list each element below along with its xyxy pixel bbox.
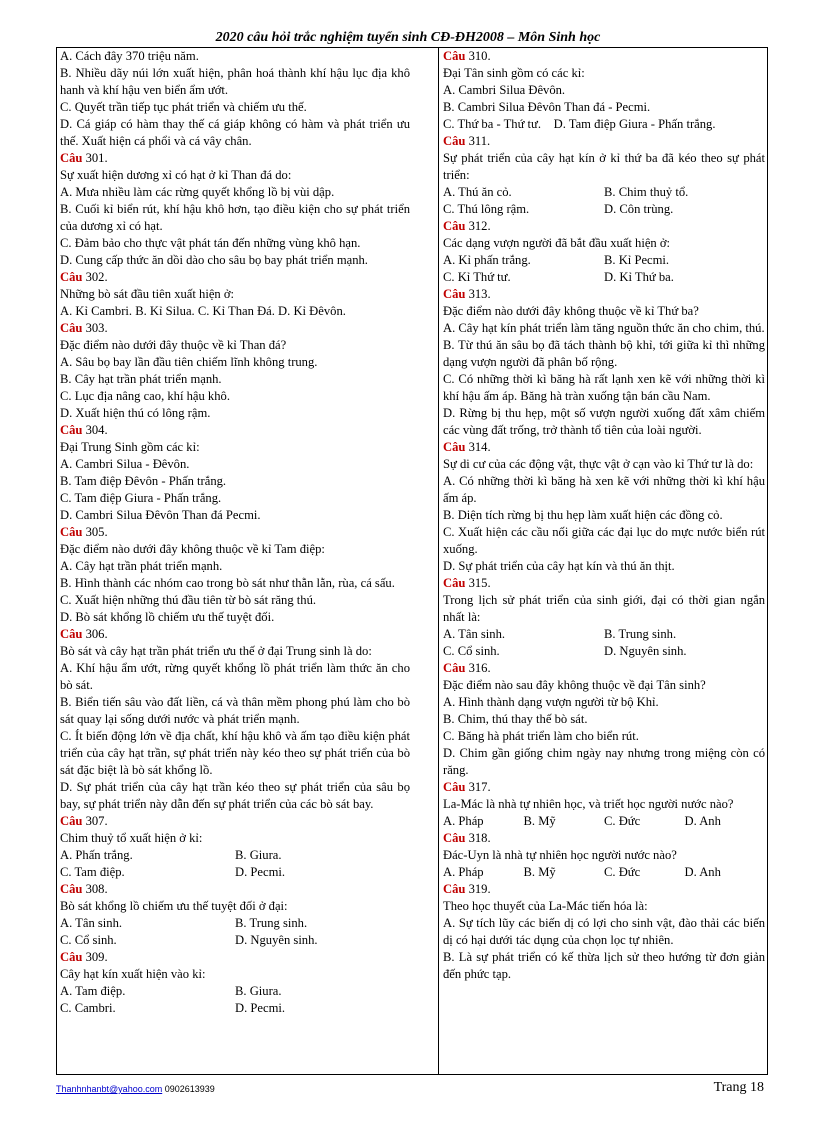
- text-line: B. Từ thú ăn sâu bọ đã tách thành bộ khỉ, tới giữa kỉ thì những dạng vượn người đã phân bố rộng.: [443, 338, 769, 369]
- answer-option: A. Tân sinh.: [60, 916, 123, 930]
- text-line: Đặc điểm nào dưới đây thuộc về kỉ Than đá?: [60, 338, 287, 352]
- text-line: Chim thuỷ tổ xuất hiện ở kỉ:: [60, 831, 203, 845]
- question-number: [60, 269, 410, 286]
- text-line: Bò sát và cây hạt trần phát triển ưu thế ở đại Trung sinh là do:: [60, 644, 372, 658]
- text-line: D. Cambri Silua Đêvôn Than đá Pecmi.: [60, 508, 261, 522]
- text-line: B. Diện tích rừng bị thu hẹp làm xuất hiện các đồng cỏ.: [443, 508, 723, 522]
- text-line: Sự xuất hiện dương xỉ có hạt ở kỉ Than đá do:: [60, 168, 292, 182]
- text-line: A. Sâu bọ bay lần đầu tiên chiếm lĩnh không trung.: [60, 355, 318, 369]
- question-num: 312.: [468, 219, 491, 233]
- answer-option: D. Côn trùng.: [604, 202, 674, 216]
- question-num: 304.: [85, 423, 108, 437]
- text-line: D. Sự phát triển của cây hạt kín và thú ăn thịt.: [443, 559, 675, 573]
- question-number: [60, 150, 410, 167]
- question-number: [443, 575, 765, 592]
- text-line: Cây hạt kín xuất hiện vào kỉ:: [60, 967, 206, 981]
- question-number: [443, 218, 765, 235]
- answer-option: B. Giura.: [235, 984, 282, 998]
- answer-option: C. Cổ sinh.: [60, 933, 117, 947]
- text-line: Đác-Uyn là nhà tự nhiên học người nước nào?: [443, 848, 677, 862]
- answer-option: A. Kỉ phấn trắng.: [443, 253, 531, 267]
- text-line: Theo học thuyết của La-Mác tiến hóa là:: [443, 899, 648, 913]
- question-num: 316.: [468, 661, 491, 675]
- question-number: [60, 422, 410, 439]
- text-line: La-Mác là nhà tự nhiên học, và triết học người nước nào?: [443, 797, 734, 811]
- text-line: A. Có những thời kì băng hà xen kẽ với những thời kì khí hậu ấm áp.: [443, 474, 769, 505]
- text-line: B. Hình thành các nhóm cao trong bò sát như thằn lằn, rùa, cá sấu.: [60, 576, 395, 590]
- text-line: B. Cambri Silua Đêvôn Than đá - Pecmi.: [443, 100, 651, 114]
- answer-option: B. Trung sinh.: [604, 627, 677, 641]
- question-num: 310.: [468, 49, 491, 63]
- question-label: Câu: [443, 219, 466, 233]
- answer-option: C. Cambri.: [60, 1001, 116, 1015]
- text-line: C. Thứ ba - Thứ tư. D. Tam điệp Giura - Phấn trắng.: [443, 117, 716, 131]
- question-label: Câu: [60, 814, 83, 828]
- text-line: A. Cây hạt kín phát triển làm tăng nguồn thức ăn cho chim, thú.: [443, 321, 765, 335]
- question-label: Câu: [60, 423, 83, 437]
- text-line: B. Tam điệp Đêvôn - Phấn trắng.: [60, 474, 227, 488]
- question-num: 305.: [85, 525, 108, 539]
- right-column: [443, 48, 769, 983]
- text-line: A. Cách đây 370 triệu năm.: [60, 49, 199, 63]
- text-line: C. Ít biến động lớn về địa chất, khí hậu khô và ấm tạo điều kiện phát triển của cây hạt trần, sự phát triển này kéo theo sự phát triển của bò sát đặc biệt là bò sát khổng lồ.: [60, 729, 414, 777]
- answer-option: A. Tam điệp.: [60, 984, 126, 998]
- question-number: [443, 439, 765, 456]
- text-line: Đặc điểm nào sau đây không thuộc về đại Tân sinh?: [443, 678, 706, 692]
- question-label: Câu: [60, 525, 83, 539]
- answer-option: D. Nguyên sinh.: [235, 933, 318, 947]
- page-header: 2020 câu hỏi trắc nghiệm tuyển sinh CĐ-ĐH2008 – Môn Sinh học: [215, 30, 601, 45]
- answer-option: A. Phấn trắng.: [60, 848, 133, 862]
- question-label: Câu: [60, 627, 83, 641]
- text-line: Đại Tân sinh gồm có các kỉ:: [443, 66, 585, 80]
- question-number: [60, 949, 410, 966]
- question-number: [60, 626, 410, 643]
- text-line: D. Cá giáp có hàm thay thế cá giáp không có hàm và phát triển ưu thế. Xuất hiện cá phổi và cá vây chân.: [60, 117, 414, 148]
- question-num: 311.: [468, 134, 491, 148]
- answer-option: A. Tân sinh.: [443, 627, 506, 641]
- answer-options: [443, 252, 765, 286]
- text-line: C. Xuất hiện những thú đầu tiên từ bò sát răng thú.: [60, 593, 317, 607]
- answer-option: B. Giura.: [235, 848, 282, 862]
- text-line: D. Bò sát khổng lồ chiếm ưu thế tuyệt đối.: [60, 610, 275, 624]
- text-line: A. Cambri Silua Đêvôn.: [443, 83, 566, 97]
- text-line: Các dạng vượn người đã bắt đầu xuất hiện ở:: [443, 236, 671, 250]
- text-line: A. Cambri Silua - Đêvôn.: [60, 457, 190, 471]
- answer-option: C. Thú lông rậm.: [443, 202, 530, 216]
- text-line: A. Hình thành dạng vượn người từ bộ Khỉ.: [443, 695, 659, 709]
- answer-option: D. Kỉ Thứ ba.: [604, 270, 674, 284]
- question-number: [60, 524, 410, 541]
- text-line: D. Cung cấp thức ăn dồi dào cho sâu bọ bay phát triển mạnh.: [60, 253, 368, 267]
- question-label: Câu: [443, 287, 466, 301]
- question-num: 306.: [85, 627, 108, 641]
- question-number: [443, 779, 765, 796]
- footer-phone: 0902613939: [164, 1084, 215, 1094]
- question-num: 317.: [468, 780, 491, 794]
- answer-option: B. Mỹ: [523, 865, 556, 879]
- text-line: C. Lục địa nâng cao, khí hậu khô.: [60, 389, 230, 403]
- text-line: B. Biển tiến sâu vào đất liền, cá và thân mềm phong phú làm cho bò sát quay lại sống dưới nước và phát triển mạnh.: [60, 695, 414, 726]
- text-line: C. Xuất hiện các cầu nối giữa các đại lục do mực nước biển rút xuống.: [443, 525, 769, 556]
- question-label: Câu: [443, 661, 466, 675]
- text-line: B. Là sự phát triển có kế thừa lịch sử theo hướng từ đơn giản đến phức tạp.: [443, 950, 769, 981]
- question-num: 307.: [85, 814, 108, 828]
- question-number: [443, 881, 765, 898]
- text-line: Trong lịch sử phát triển của sinh giới, đại có thời gian ngắn nhất là:: [443, 593, 769, 624]
- text-line: Sự phát triển của cây hạt kín ở kỉ thứ ba đã kéo theo sự phát triển:: [443, 151, 769, 182]
- question-number: [60, 813, 410, 830]
- text-line: Những bò sát đầu tiên xuất hiện ở:: [60, 287, 235, 301]
- answer-options: [60, 847, 410, 881]
- question-label: Câu: [60, 950, 83, 964]
- answer-option: C. Cổ sinh.: [443, 644, 500, 658]
- question-num: 319.: [468, 882, 491, 896]
- question-label: Câu: [443, 440, 466, 454]
- footer-email-link[interactable]: Thanhnhanbt@yahoo.com: [56, 1084, 163, 1094]
- text-line: A. Mưa nhiều làm các rừng quyết khổng lồ bị vùi dập.: [60, 185, 335, 199]
- text-line: D. Rừng bị thu hẹp, một số vượn người xuống đất xâm chiếm các vùng đất trống, trở thành tổ tiên của loài người.: [443, 406, 769, 437]
- answer-option: D. Pecmi.: [235, 865, 286, 879]
- text-line: B. Nhiều dãy núi lớn xuất hiện, phân hoá thành khí hậu lục địa khô hanh và khí hậu ven biển ẩm ướt.: [60, 66, 414, 97]
- text-line: A. Sự tích lũy các biến dị có lợi cho sinh vật, đào thải các biến dị có hại dưới tác dụng của chọn lọc tự nhiên.: [443, 916, 769, 947]
- answer-option: B. Kỉ Pecmi.: [604, 253, 670, 267]
- answer-option: D. Anh: [684, 814, 721, 828]
- text-line: C. Có những thời kì băng hà rất lạnh xen kẽ với những thời kì khí hậu ấm áp. Băng hà tràn xuống tận bán cầu Nam.: [443, 372, 769, 403]
- answer-option: C. Đức: [604, 814, 641, 828]
- question-num: 308.: [85, 882, 108, 896]
- question-label: Câu: [443, 576, 466, 590]
- content-frame: [56, 47, 768, 1075]
- answer-options: [443, 813, 765, 830]
- text-line: C. Tam điệp Giura - Phấn trắng.: [60, 491, 222, 505]
- text-line: D. Chim gần giống chim ngày nay nhưng trong miệng còn có răng.: [443, 746, 769, 777]
- question-num: 301.: [85, 151, 108, 165]
- answer-option: B. Mỹ: [523, 814, 556, 828]
- answer-option: B. Chim thuỷ tổ.: [604, 185, 689, 199]
- answer-options: [60, 915, 410, 949]
- question-label: Câu: [60, 882, 83, 896]
- question-number: [443, 286, 765, 303]
- question-num: 309.: [85, 950, 108, 964]
- text-line: C. Băng hà phát triển làm cho biển rút.: [443, 729, 639, 743]
- question-number: [443, 830, 765, 847]
- text-line: Đại Trung Sinh gồm các kỉ:: [60, 440, 200, 454]
- question-label: Câu: [443, 882, 466, 896]
- text-line: A. Kỉ Cambri. B. Kỉ Silua. C. Kỉ Than Đá. D. Kỉ Đêvôn.: [60, 304, 346, 318]
- left-column: [60, 48, 414, 1017]
- footer-contact: [56, 1084, 215, 1094]
- question-num: 313.: [468, 287, 491, 301]
- question-label: Câu: [60, 321, 83, 335]
- text-line: B. Cuối kỉ biển rút, khí hậu khô hơn, tạo điều kiện cho sự phát triển của dương xỉ có hạt.: [60, 202, 414, 233]
- answer-option: D. Nguyên sinh.: [604, 644, 687, 658]
- question-num: 314.: [468, 440, 491, 454]
- column-divider: [438, 48, 439, 1074]
- answer-option: D. Pecmi.: [235, 1001, 286, 1015]
- question-number: [443, 48, 765, 65]
- text-line: A. Cây hạt trần phát triển mạnh.: [60, 559, 223, 573]
- answer-option: C. Đức: [604, 865, 641, 879]
- text-line: B. Cây hạt trần phát triển mạnh.: [60, 372, 222, 386]
- question-label: Câu: [443, 134, 466, 148]
- text-line: D. Sự phát triển của cây hạt trần kéo theo sự phát triển của sâu bọ bay, sự phát triển này dẫn đến sự phát triển của các bò sát bay.: [60, 780, 414, 811]
- answer-options: [443, 184, 765, 218]
- question-label: Câu: [60, 270, 83, 284]
- text-line: C. Quyết trần tiếp tục phát triển và chiếm ưu thế.: [60, 100, 307, 114]
- answer-option: A. Pháp: [443, 865, 484, 879]
- answer-option: C. Tam điệp.: [60, 865, 125, 879]
- question-num: 302.: [85, 270, 108, 284]
- text-line: C. Đảm bảo cho thực vật phát tán đến những vùng khô hạn.: [60, 236, 361, 250]
- answer-option: D. Anh: [684, 865, 721, 879]
- answer-options: [443, 864, 765, 881]
- text-line: D. Xuất hiện thú có lông rậm.: [60, 406, 211, 420]
- answer-options: [443, 626, 765, 660]
- question-number: [443, 133, 765, 150]
- question-number: [443, 660, 765, 677]
- question-number: [60, 320, 410, 337]
- question-number: [60, 881, 410, 898]
- question-num: 315.: [468, 576, 491, 590]
- question-label: Câu: [443, 831, 466, 845]
- question-label: Câu: [60, 151, 83, 165]
- answer-options: [60, 983, 410, 1017]
- answer-option: C. Kỉ Thứ tư.: [443, 270, 511, 284]
- page-number: Trang 18: [713, 1080, 764, 1095]
- answer-option: A. Pháp: [443, 814, 484, 828]
- text-line: Đặc điểm nào dưới đây không thuộc về kỉ Tam điệp:: [60, 542, 325, 556]
- question-num: 318.: [468, 831, 491, 845]
- question-num: 303.: [85, 321, 108, 335]
- answer-option: A. Thú ăn cỏ.: [443, 185, 512, 199]
- text-line: Đặc điểm nào dưới đây không thuộc về kỉ Thứ ba?: [443, 304, 699, 318]
- question-label: Câu: [443, 49, 466, 63]
- answer-option: B. Trung sinh.: [235, 916, 308, 930]
- text-line: Sự di cư của các động vật, thực vật ở cạn vào kỉ Thứ tư là do:: [443, 457, 754, 471]
- question-label: Câu: [443, 780, 466, 794]
- text-line: Bò sát khổng lồ chiếm ưu thế tuyệt đối ở đại:: [60, 899, 288, 913]
- text-line: A. Khí hậu ẩm ướt, rừng quyết khổng lồ phát triển làm thức ăn cho bò sát.: [60, 661, 414, 692]
- text-line: B. Chim, thú thay thế bò sát.: [443, 712, 588, 726]
